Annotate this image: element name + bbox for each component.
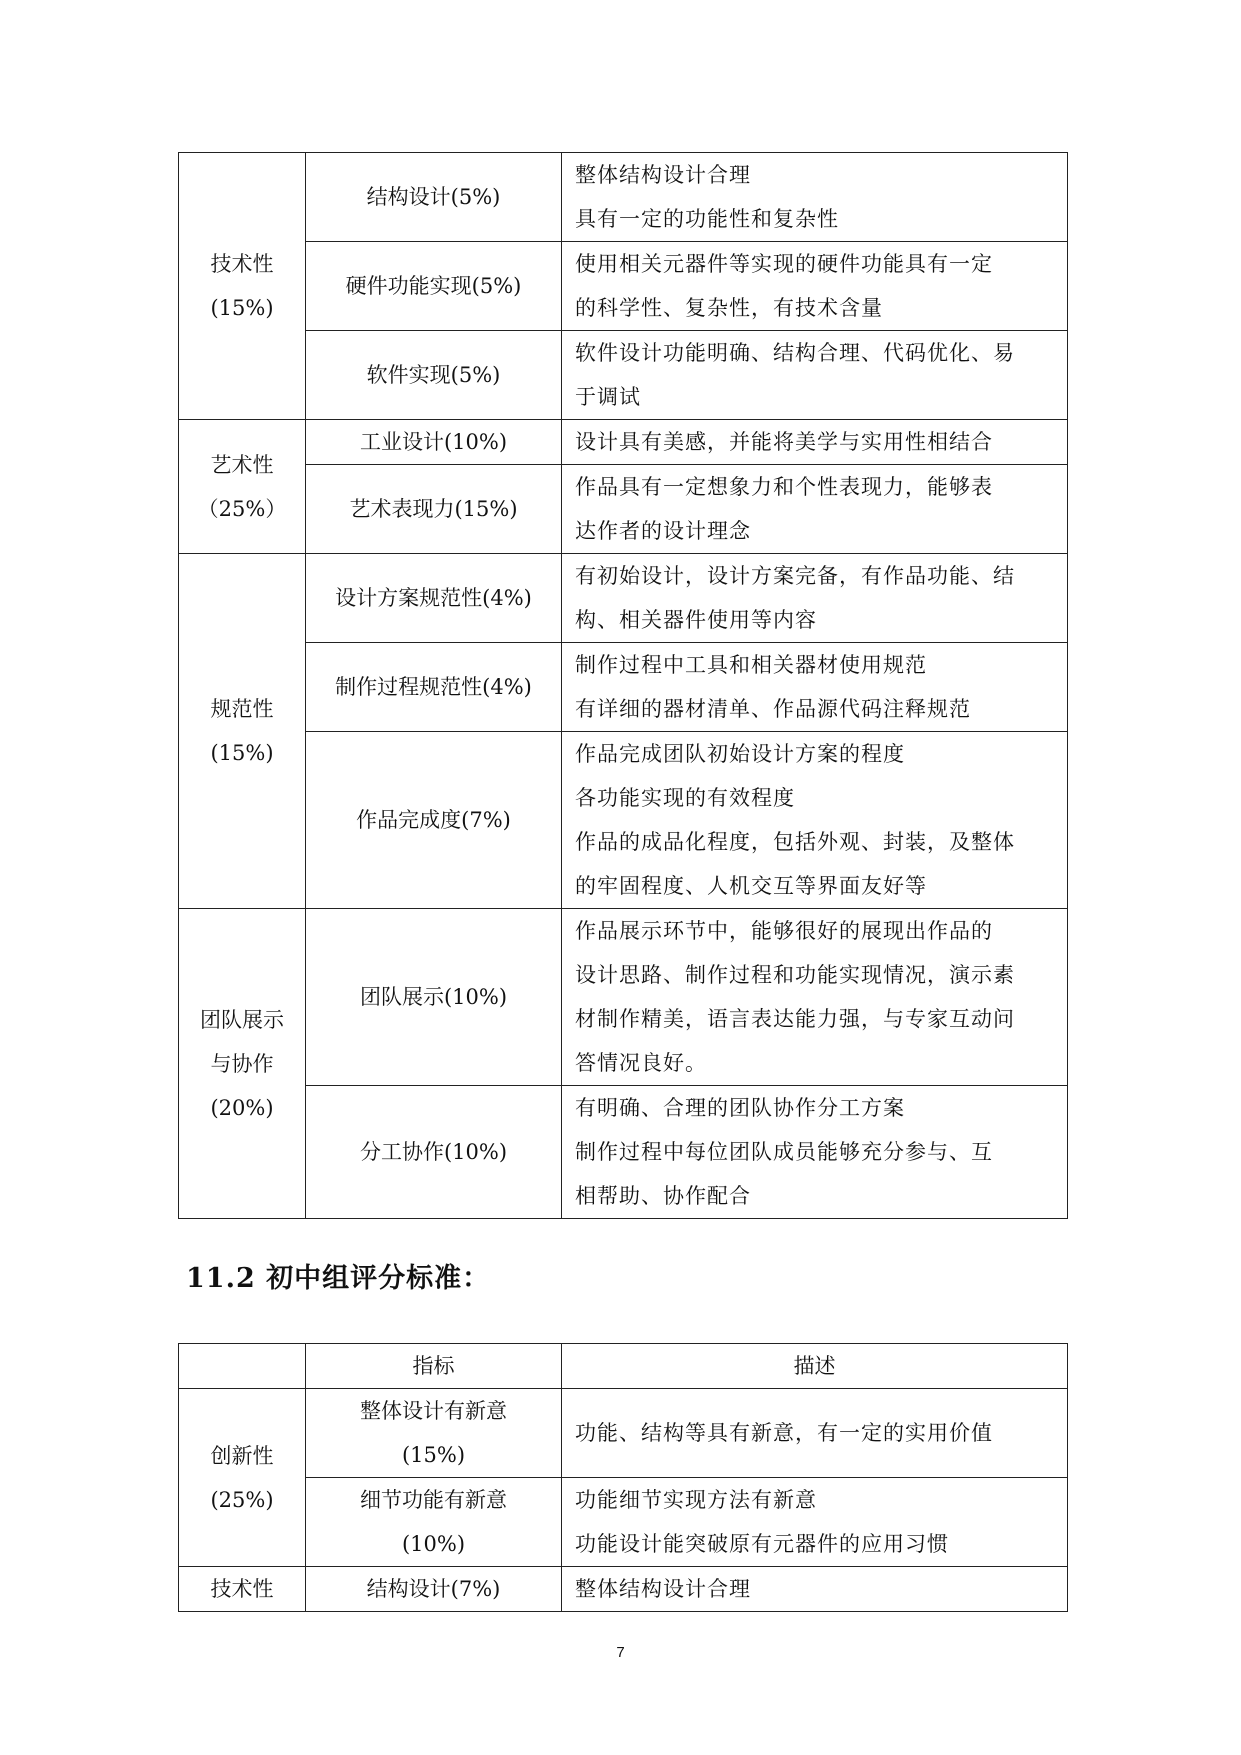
indicator-line: 硬件功能实现(5%) <box>345 274 522 298</box>
table-row <box>179 153 1068 242</box>
indicator-line: 设计方案规范性(4%) <box>335 586 532 610</box>
description-line: 作品展示环节中，能够很好的展现出作品的 <box>575 919 993 943</box>
category-line: 团队展示 <box>200 1007 284 1032</box>
description-line: 材制作精美，语言表达能力强，与专家互动问 <box>575 1007 1015 1031</box>
description-cell <box>562 420 1068 465</box>
description-cell <box>562 1478 1068 1567</box>
description-line: 功能、结构等具有新意，有一定的实用价值 <box>575 1421 993 1445</box>
description-line: 作品完成团队初始设计方案的程度 <box>575 742 905 766</box>
description-cell <box>562 554 1068 643</box>
table-row <box>179 1478 1068 1567</box>
description-line: 构、相关器件使用等内容 <box>575 608 817 632</box>
category-line: (25%) <box>210 1487 274 1512</box>
table-row <box>179 465 1068 554</box>
category-line: 技术性 <box>210 1577 274 1601</box>
indicator-line: 制作过程规范性(4%) <box>335 675 532 699</box>
description-line: 的科学性、复杂性，有技术含量 <box>575 296 883 320</box>
indicator-cell <box>306 909 562 1086</box>
indicator-cell <box>306 1478 562 1567</box>
description-cell <box>562 465 1068 554</box>
description-line: 达作者的设计理念 <box>575 519 751 543</box>
indicator-line: 细节功能有新意 <box>360 1488 507 1512</box>
indicator-cell <box>306 420 562 465</box>
table-header-row <box>179 1344 1068 1389</box>
scoring-table-body <box>179 153 1068 1219</box>
indicator-line: 分工协作(10%) <box>359 1140 508 1164</box>
category-line: (15%) <box>210 741 274 765</box>
category-cell <box>179 554 306 909</box>
description-cell <box>562 331 1068 420</box>
category-cell <box>179 420 306 554</box>
description-line: 于调试 <box>575 385 641 409</box>
indicator-line: 团队展示(10%) <box>359 985 508 1009</box>
description-line: 相帮助、协作配合 <box>575 1184 751 1208</box>
indicator-line: 软件实现(5%) <box>366 363 501 387</box>
indicator-line: 作品完成度(7%) <box>356 808 511 832</box>
header-blank-cell <box>179 1344 306 1389</box>
description-cell <box>562 153 1068 242</box>
table-row <box>179 732 1068 909</box>
description-line: 制作过程中工具和相关器材使用规范 <box>575 653 927 677</box>
indicator-line: 工业设计(10%) <box>359 430 508 454</box>
category-cell <box>179 1389 306 1567</box>
description-cell <box>562 1086 1068 1219</box>
category-line: 规范性 <box>210 697 274 721</box>
category-line: 与协作 <box>210 1051 274 1076</box>
description-line: 各功能实现的有效程度 <box>575 786 795 810</box>
category-line: 技术性 <box>210 252 274 276</box>
table-row <box>179 1567 1068 1612</box>
table-row <box>179 1086 1068 1219</box>
indicator-cell <box>306 242 562 331</box>
indicator-line: 艺术表现力(15%) <box>349 497 518 521</box>
description-line: 设计具有美感，并能将美学与实用性相结合 <box>575 430 993 454</box>
page-number: 7 <box>616 1644 625 1661</box>
description-cell <box>562 643 1068 732</box>
description-line: 制作过程中每位团队成员能够充分参与、互 <box>575 1140 993 1164</box>
description-line: 整体结构设计合理 <box>575 163 751 187</box>
description-line: 整体结构设计合理 <box>575 1577 751 1601</box>
table-row <box>179 554 1068 643</box>
category-cell <box>179 1567 306 1612</box>
description-cell <box>562 1567 1068 1612</box>
table-row <box>179 331 1068 420</box>
description-line: 有详细的器材清单、作品源代码注释规范 <box>575 697 971 721</box>
header-description: 描述 <box>562 1344 1068 1389</box>
table-row <box>179 909 1068 1086</box>
description-cell <box>562 732 1068 909</box>
description-line: 具有一定的功能性和复杂性 <box>575 207 839 231</box>
description-line: 作品具有一定想象力和个性表现力，能够表 <box>575 475 993 499</box>
indicator-cell <box>306 1086 562 1219</box>
description-line: 软件设计功能明确、结构合理、代码优化、易 <box>575 341 1015 365</box>
junior-high-scoring-table <box>178 1343 1068 1612</box>
indicator-cell <box>306 331 562 420</box>
indicator-line: 整体设计有新意 <box>360 1399 507 1423</box>
indicator-cell <box>306 732 562 909</box>
indicator-cell <box>306 1567 562 1612</box>
description-cell <box>562 242 1068 331</box>
scoring-table-continued <box>178 152 1068 1219</box>
table-row <box>179 1389 1068 1478</box>
description-line: 的牢固程度、人机交互等界面友好等 <box>575 874 927 898</box>
indicator-line: (10%) <box>401 1532 466 1556</box>
table-row <box>179 242 1068 331</box>
table-row <box>179 643 1068 732</box>
indicator-cell <box>306 643 562 732</box>
category-line: (20%) <box>210 1095 274 1120</box>
header-indicator: 指标 <box>306 1344 562 1389</box>
category-cell <box>179 909 306 1219</box>
description-line: 使用相关元器件等实现的硬件功能具有一定 <box>575 252 993 276</box>
indicator-cell <box>306 554 562 643</box>
category-line: 创新性 <box>210 1443 274 1468</box>
section-title: 11.2 初中组评分标准： <box>186 1263 491 1294</box>
description-line: 设计思路、制作过程和功能实现情况，演示素 <box>575 963 1015 987</box>
description-line: 作品的成品化程度，包括外观、封装，及整体 <box>575 830 1015 854</box>
indicator-cell <box>306 465 562 554</box>
category-line: （25%） <box>197 496 287 521</box>
table-row <box>179 420 1068 465</box>
indicator-line: 结构设计(5%) <box>366 185 501 209</box>
description-line: 答情况良好。 <box>575 1051 707 1075</box>
description-line: 功能设计能突破原有元器件的应用习惯 <box>575 1532 949 1556</box>
description-line: 有明确、合理的团队协作分工方案 <box>575 1096 905 1120</box>
description-line: 有初始设计，设计方案完备，有作品功能、结 <box>575 564 1015 588</box>
category-line: 艺术性 <box>210 452 274 477</box>
description-line: 功能细节实现方法有新意 <box>575 1488 817 1512</box>
indicator-cell <box>306 1389 562 1478</box>
indicator-line: (15%) <box>401 1443 466 1467</box>
indicator-cell <box>306 153 562 242</box>
description-cell <box>562 909 1068 1086</box>
indicator-line: 结构设计(7%) <box>366 1577 501 1601</box>
category-cell <box>179 153 306 420</box>
category-line: (15%) <box>210 296 274 320</box>
junior-high-table-body <box>179 1344 1068 1612</box>
description-cell <box>562 1389 1068 1478</box>
